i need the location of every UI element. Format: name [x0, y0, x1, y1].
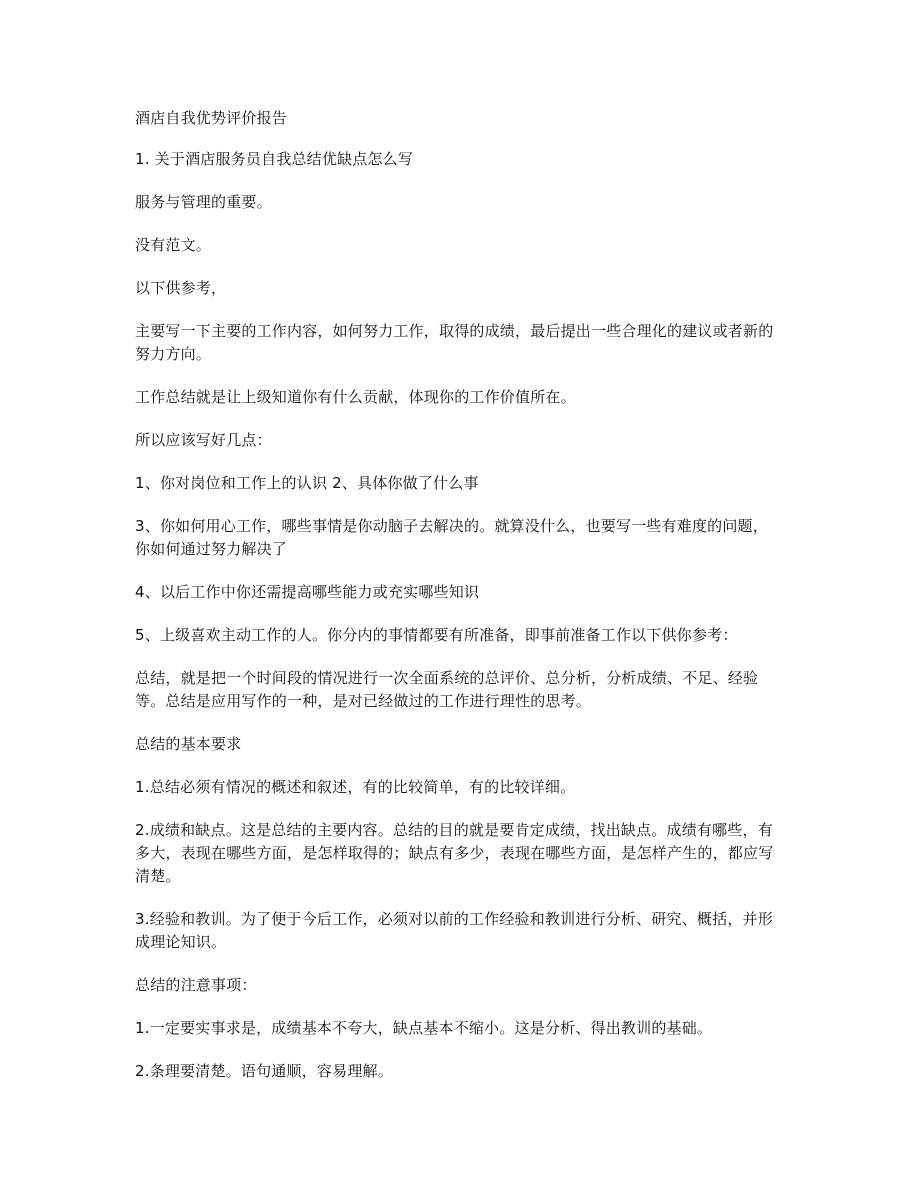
paragraph-4: 以下供参考，: [135, 279, 227, 297]
paragraph-9: 3、你如何用心工作，哪些事情是你动脑子去解决的。就算没什么，也要写一些有难度的问题，你如何通过努力解决了: [135, 517, 768, 558]
paragraph-10: 4、以后工作中你还需提高哪些能力或充实哪些知识: [135, 583, 480, 601]
section-heading-requirements: 总结的基本要求: [135, 735, 242, 753]
paragraph-12: 总结，就是把一个时间段的情况进行一次全面系统的总评价、总分析，分析成绩、不足、经验等。总结是应用写作的一种，是对已经做过的工作进行理性的思考。: [135, 669, 759, 710]
paragraph-14: 1.总结必须有情况的概述和叙述，有的比较简单，有的比较详细。: [135, 778, 576, 796]
document-body: [135, 107, 783, 1103]
paragraph-19: 2.条理要清楚。语句通顺，容易理解。: [135, 1062, 393, 1080]
paragraph-11: 5、上级喜欢主动工作的人。你分内的事情都要有所准备，即事前准备工作以下供你参考：: [135, 626, 738, 644]
paragraph-1: 1. 关于酒店服务员自我总结优缺点怎么写: [135, 150, 414, 168]
document-title: 酒店自我优势评价报告: [135, 109, 288, 127]
section-heading-notes: 总结的注意事项：: [135, 976, 257, 994]
paragraph-6: 工作总结就是让上级知道你有什么贡献，体现你的工作价值所在。: [135, 388, 576, 406]
paragraph-5: 主要写一下主要的工作内容，如何努力工作，取得的成绩，最后提出一些合理化的建议或者新的努力方向。: [135, 322, 774, 363]
paragraph-3: 没有范文。: [135, 236, 212, 254]
paragraph-7: 所以应该写好几点：: [135, 431, 272, 449]
paragraph-15: 2.成绩和缺点。这是总结的主要内容。总结的目的就是要肯定成绩，找出缺点。成绩有哪些，有多大，表现在哪些方面，是怎样取得的；缺点有多少，表现在哪些方面，是怎样产生的，都应写清楚。: [135, 821, 774, 885]
paragraph-16: 3.经验和教训。为了便于今后工作，必须对以前的工作经验和教训进行分析、研究、概括，并形成理论知识。: [135, 910, 773, 951]
paragraph-18: 1.一定要实事求是，成绩基本不夸大，缺点基本不缩小。这是分析、得出教训的基础。: [135, 1019, 713, 1037]
paragraph-8: 1、你对岗位和工作上的认识 2、具体你做了什么事: [135, 474, 479, 492]
paragraph-2: 服务与管理的重要。: [135, 193, 272, 211]
